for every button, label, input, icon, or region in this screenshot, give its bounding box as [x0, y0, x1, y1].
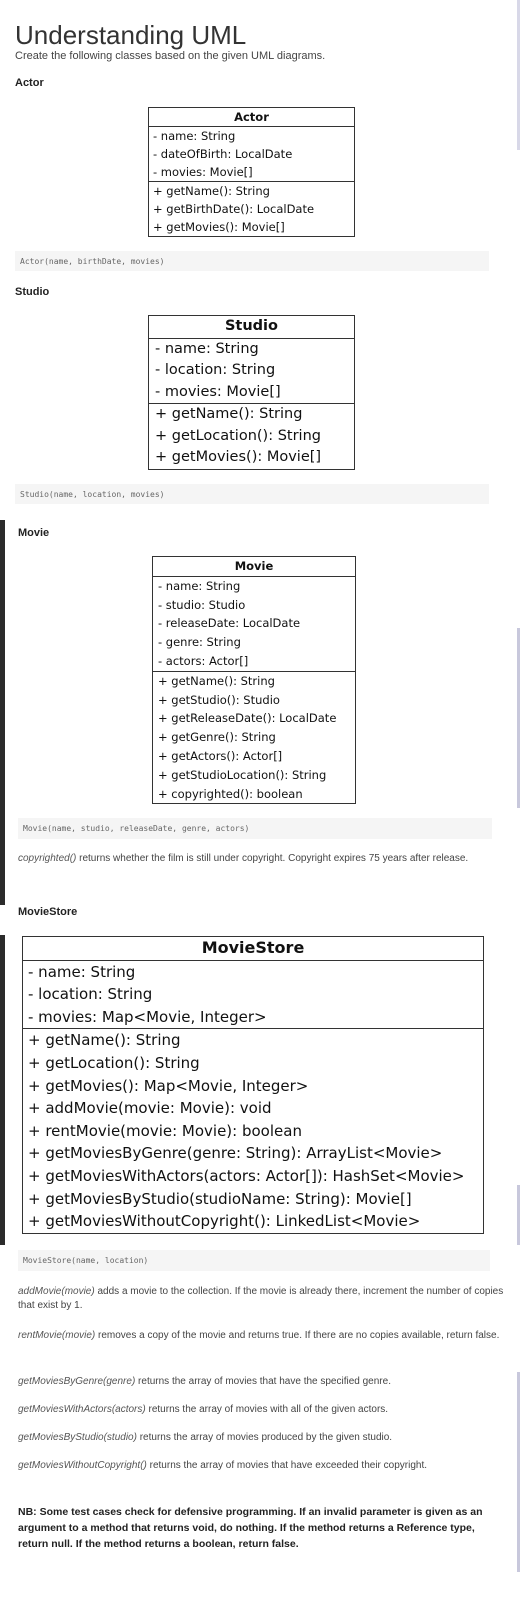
uml-method: + getName(): String [28, 1031, 181, 1050]
uml-attribute: - name: String [158, 578, 241, 593]
uml-method: + copyrighted(): boolean [158, 786, 303, 801]
intro-text: Create the following classes based on the given UML diagrams. [15, 50, 326, 62]
uml-class-moviestore [22, 936, 484, 1234]
uml-method: + getMoviesWithoutCopyright(): LinkedList<Movie> [28, 1212, 421, 1231]
uml-method: + getStudioLocation(): String [158, 767, 327, 782]
constructor-code-studio: Studio(name, location, movies) [15, 484, 489, 504]
uml-method: + getName(): String [155, 406, 303, 422]
uml-method: + getActors(): Actor[] [158, 748, 283, 763]
uml-method: + addMovie(movie: Movie): void [28, 1099, 272, 1118]
uml-attribute: - studio: Studio [158, 597, 246, 612]
method-description-text: returns the array of movies that have the specified genre. [135, 1376, 391, 1387]
uml-method: + getMovies(): Map<Movie, Integer> [28, 1076, 309, 1095]
method-name: addMovie(movie) [18, 1286, 95, 1297]
section-heading-movie: Movie [18, 527, 50, 539]
scrollbar-thumb[interactable] [517, 1185, 520, 1245]
uml-class-title: Movie [153, 557, 355, 577]
uml-class-title: Studio [149, 316, 354, 339]
uml-class-title: Actor [149, 108, 354, 127]
uml-attribute: - movies: Movie[] [155, 383, 281, 400]
method-description [18, 1459, 508, 1473]
uml-attribute: - name: String [155, 340, 259, 357]
uml-methods [149, 181, 354, 236]
uml-attribute: - movies: Map<Movie, Integer> [28, 1007, 267, 1026]
method-description [18, 1403, 508, 1417]
method-name: getMoviesByStudio(studio) [18, 1432, 137, 1443]
section-heading-actor: Actor [15, 77, 44, 89]
uml-attribute: - genre: String [158, 635, 241, 650]
method-description [18, 1329, 508, 1343]
defensive-programming-note: NB: Some test cases check for defensive programming. If an invalid parameter is given as an argument to a method that returns void, do nothing. If the method returns a Reference type, return null. If the method returns a boolean, return false. [18, 1506, 483, 1550]
uml-method: + getName(): String [153, 184, 270, 198]
uml-class-actor [148, 107, 355, 237]
uml-method: + getStudio(): Studio [158, 692, 280, 707]
method-name: getMoviesByGenre(genre) [18, 1376, 136, 1387]
uml-attribute: - dateOfBirth: LocalDate [153, 147, 293, 161]
method-name: getMoviesWithoutCopyright() [18, 1460, 147, 1471]
left-edge-bar [0, 935, 5, 1245]
uml-method: + getLocation(): String [28, 1053, 200, 1072]
uml-method: + getMovies(): Movie[] [155, 449, 322, 465]
constructor-code-actor: Actor(name, birthDate, movies) [15, 251, 489, 271]
scrollbar-thumb[interactable] [517, 628, 520, 808]
uml-attribute: - location: String [28, 985, 153, 1004]
scrollbar-thumb[interactable] [517, 0, 520, 150]
method-description-text: returns the array of movies with all of the given actors. [145, 1404, 389, 1415]
uml-attributes [149, 339, 354, 404]
uml-attribute: - releaseDate: LocalDate [158, 616, 301, 631]
section-heading-studio: Studio [15, 286, 50, 298]
uml-method: + getReleaseDate(): LocalDate [158, 711, 337, 726]
uml-methods [153, 671, 355, 804]
uml-class-movie [152, 556, 356, 804]
uml-methods [23, 1028, 483, 1232]
method-description [18, 1431, 508, 1445]
section-heading-moviestore: MovieStore [18, 906, 78, 918]
method-description [18, 1375, 508, 1389]
uml-attributes [153, 577, 355, 671]
method-description-text: returns the array of movies that have exceeded their copyright. [146, 1460, 428, 1471]
uml-attribute: - actors: Actor[] [158, 653, 249, 668]
uml-methods [149, 403, 354, 469]
uml-method: + getMoviesByGenre(genre: String): ArrayList<Movie> [28, 1144, 443, 1163]
uml-class-studio [148, 315, 355, 470]
method-name: copyrighted() [18, 853, 77, 864]
uml-attribute: - movies: Movie[] [153, 165, 253, 179]
method-description [18, 1285, 508, 1313]
uml-attributes [23, 961, 483, 1029]
method-description-text: returns whether the film is still under copyright. Copyright expires 75 years after release. [76, 853, 469, 864]
scrollbar-thumb[interactable] [517, 1372, 520, 1572]
method-description [18, 852, 508, 866]
method-description-text: removes a copy of the movie and returns true. If there are no copies available, return false. [95, 1330, 500, 1341]
uml-method: + getGenre(): String [158, 730, 276, 745]
uml-method: + getMovies(): Movie[] [153, 220, 285, 234]
uml-method: + getMoviesWithActors(actors: Actor[]): HashSet<Movie> [28, 1166, 465, 1185]
constructor-code-movie: Movie(name, studio, releaseDate, genre, actors) [18, 818, 492, 839]
method-name: getMoviesWithActors(actors) [18, 1404, 146, 1415]
uml-attribute: - name: String [153, 129, 236, 143]
uml-attribute: - name: String [28, 962, 136, 981]
uml-method: + getBirthDate(): LocalDate [153, 202, 315, 216]
uml-method: + getName(): String [158, 673, 275, 688]
method-name: rentMovie(movie) [18, 1330, 96, 1341]
uml-method: + getMoviesByStudio(studioName: String): Movie[] [28, 1189, 412, 1208]
uml-attributes [149, 127, 354, 181]
uml-attribute: - location: String [155, 362, 276, 378]
left-edge-bar [0, 520, 5, 905]
page-title: Understanding UML [15, 20, 247, 51]
constructor-code-moviestore: MovieStore(name, location) [18, 1250, 490, 1271]
method-description-text: returns the array of movies produced by the given studio. [136, 1432, 393, 1443]
uml-method: + getLocation(): String [155, 427, 321, 444]
uml-method: + rentMovie(movie: Movie): boolean [28, 1121, 302, 1140]
uml-class-title: MovieStore [23, 937, 483, 961]
method-description-text: adds a movie to the collection. If the movie is already there, increment the number of copies that exist by 1. [18, 1286, 504, 1311]
